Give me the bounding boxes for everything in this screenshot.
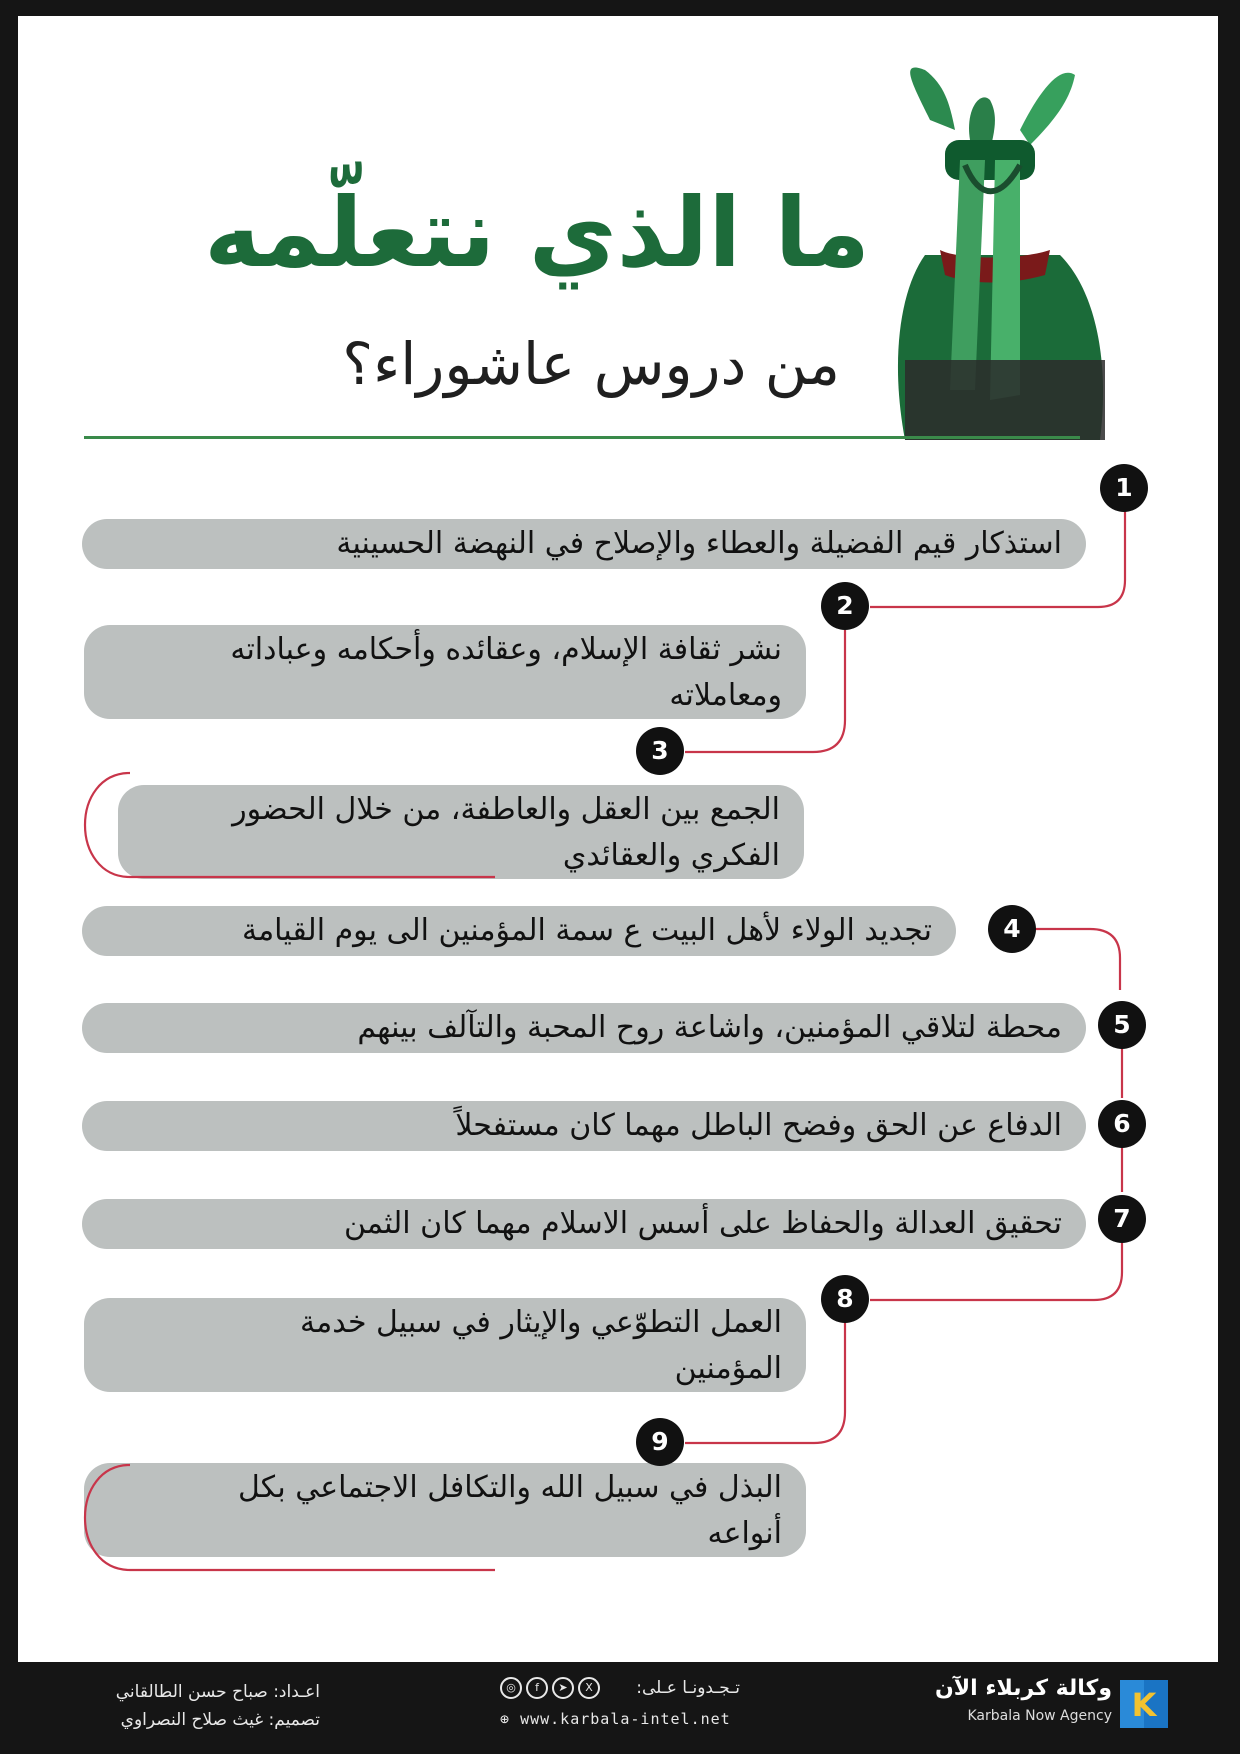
lesson-number-3: 3 [636, 727, 684, 775]
flag-bearer-illustration [870, 60, 1120, 440]
facebook-icon[interactable]: f [526, 1677, 548, 1699]
lesson-2-line-2: ومعاملاته [669, 678, 782, 713]
lesson-5-line-1: محطة لتلاقي المؤمنين، واشاعة روح المحبة والتآلف بينهم [357, 1010, 1062, 1045]
lesson-4-line-1: تجديد الولاء لأهل البيت ع سمة المؤمنين الى يوم القيامة [242, 913, 932, 948]
lesson-number-7: 7 [1098, 1195, 1146, 1243]
credits [60, 1678, 320, 1734]
social-label: تـجـدونـا عـلى: [636, 1678, 740, 1698]
lesson-item-1 [82, 519, 1086, 569]
instagram-icon[interactable]: ◎ [500, 1677, 522, 1699]
lesson-number-1: 1 [1100, 464, 1148, 512]
lesson-7-line-1: تحقيق العدالة والحفاظ على أسس الاسلام مهما كان الثمن [343, 1206, 1062, 1241]
lesson-number-2: 2 [821, 582, 869, 630]
lesson-8-line-1: العمل التطوّعي والإيثار في سبيل خدمة [300, 1305, 782, 1340]
lesson-9-line-1: البذل في سبيل الله والتكافل الاجتماعي بكل [238, 1470, 782, 1505]
lesson-number-5: 5 [1098, 1001, 1146, 1049]
brand-name-english: Karbala Now Agency [967, 1708, 1112, 1724]
prepared-by: اعـداد: صباح حسن الطالقاني [115, 1682, 320, 1702]
designed-by: تصميم: غيث صلاح النصراوي [120, 1710, 320, 1730]
x-icon[interactable]: X [578, 1677, 600, 1699]
lesson-item-2 [84, 625, 806, 719]
globe-icon: ⊕ [500, 1710, 511, 1728]
lesson-2-line-1: نشر ثقافة الإسلام، وعقائده وأحكامه وعباداته [230, 632, 782, 667]
logo-letter: K [1131, 1686, 1157, 1724]
lesson-item-3 [118, 785, 804, 879]
lesson-number-8: 8 [821, 1275, 869, 1323]
agency-logo [1120, 1680, 1168, 1728]
lesson-number-9: 9 [636, 1418, 684, 1466]
telegram-icon[interactable]: ➤ [552, 1677, 574, 1699]
brand-name-arabic: وكالة كربلاء الآن [934, 1676, 1112, 1701]
lesson-item-9 [84, 1463, 806, 1557]
lesson-number-6: 6 [1098, 1100, 1146, 1148]
lesson-6-line-1: الدفاع عن الحق وفضح الباطل مهما كان مستفحلاً [455, 1108, 1062, 1143]
title-divider [84, 436, 1080, 439]
lesson-item-6 [82, 1101, 1086, 1151]
lesson-number-4: 4 [988, 905, 1036, 953]
lesson-1-line-1: استذكار قيم الفضيلة والعطاء والإصلاح في النهضة الحسينية [336, 526, 1062, 561]
lesson-item-4 [82, 906, 956, 956]
footer [0, 1662, 1240, 1754]
lesson-item-5 [82, 1003, 1086, 1053]
page-title: ما الذي نتعلّمه [204, 177, 870, 289]
lesson-item-7 [82, 1199, 1086, 1249]
lesson-8-line-2: المؤمنين [674, 1351, 782, 1386]
lesson-item-8 [84, 1298, 806, 1392]
lesson-3-line-1: الجمع بين العقل والعاطفة، من خلال الحضور [232, 792, 780, 827]
lesson-9-line-2: أنواعه [707, 1516, 782, 1551]
website-link[interactable] [500, 1710, 731, 1728]
page-subtitle: من دروس عاشوراء؟ [342, 330, 840, 398]
lesson-3-line-2: الفكري والعقائدي [562, 838, 780, 873]
website-url: www.karbala-intel.net [520, 1710, 731, 1728]
